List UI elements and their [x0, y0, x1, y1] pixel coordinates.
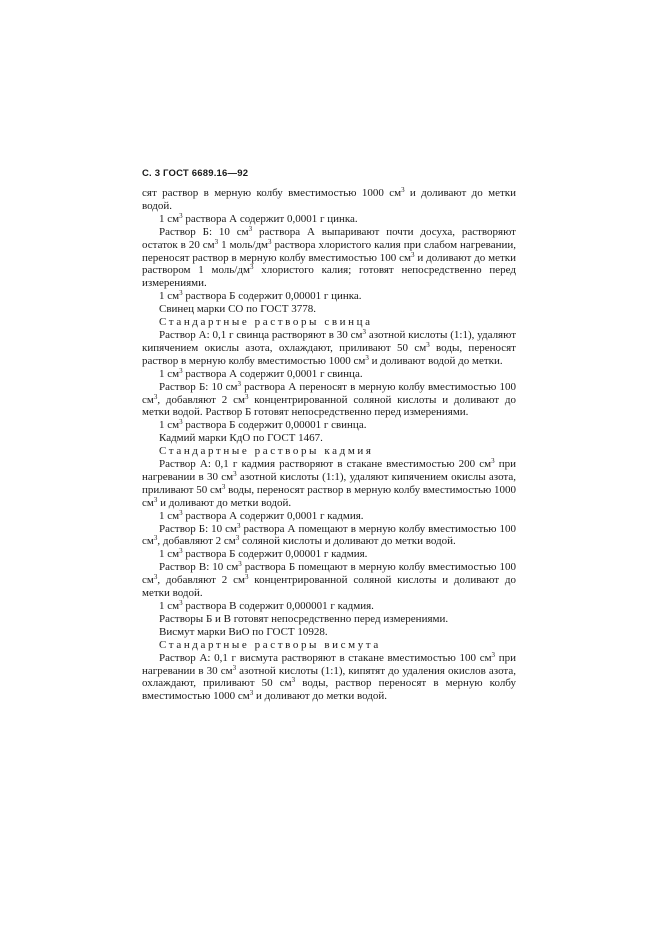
paragraph-lead-a-content: 1 $см^3$ раствора А содержит 0,0001 г свинца. [159, 366, 363, 380]
superscript-three: 3 [365, 353, 369, 362]
paragraph-cadmium-solution-a: Раствор А: 0,1 г кадмия растворяют в стакане вместимостью 200 $см^3$ при нагревании в 30 $см^3$ азотной кислоты (1:1), удаляют кипячением окислы азота, приливают 50 $см^3$ воды, переносят раствор в мерную колбу вместимостью 1000 $см^3$ и доливают до метки водой. [142, 457, 516, 509]
superscript-three: 3 [179, 289, 183, 298]
paragraph-zinc-b-content: 1 $см^3$ раствора Б содержит 0,00001 г цинка. [159, 289, 362, 303]
paragraph-zinc-a-content: 1 $см^3$ раствора А содержит 0,0001 г цинка. [159, 211, 358, 225]
superscript-three: 3 [362, 327, 366, 336]
superscript-three: 3 [426, 340, 430, 349]
heading-cadmium-standards: Стандартные растворы кадмия [159, 445, 374, 458]
superscript-three: 3 [237, 521, 241, 530]
paragraph-lead-grade: Свинец марки СО по ГОСТ 3778. [159, 303, 316, 316]
superscript-three: 3 [237, 379, 241, 388]
superscript-three: 3 [179, 599, 183, 607]
paragraph-lead-solution-b: Раствор Б: 10 $см^3$ раствора А переносят в мерную колбу вместимостью 100 $см^3$, добавляют 2 $см^3$ концентрированной соляной кислоты и доливают до метки водой. Раствор Б готовят непосредственно перед измерениями. [142, 379, 517, 419]
superscript-three: 3 [249, 689, 254, 698]
superscript-three: 3 [179, 211, 183, 220]
superscript-three: 3 [491, 650, 496, 659]
superscript-three: 3 [153, 573, 158, 582]
superscript-three: 3 [235, 534, 240, 543]
paragraph-bismuth-solution-a: Раствор А: 0,1 г висмута растворяют в стакане вместимостью 100 $см^3$ при нагревании в 30 $см^3$ азотной кислоты (1:1), кипятят до удаления окислов азота, охлаждают, приливают 50 $см^3$ воды, раствор переносят в мерную колбу вместимостью 1000 $см^3$ и доливают до метки водой. [142, 650, 516, 703]
paragraph-cadmium-prep-note: Растворы Б и В готовят непосредственно перед измерениями. [159, 612, 449, 625]
superscript-three: 3 [244, 392, 249, 401]
superscript-three: 3 [232, 663, 237, 672]
paragraph-lead-b-content: 1 $см^3$ раствора Б содержит 0,00001 г свинца. [159, 418, 367, 432]
superscript-three: 3 [401, 186, 405, 194]
paragraph-continuation: сят раствор в мерную колбу вместимостью 1000 $см^3$ и доливают до метки водой. [142, 186, 516, 212]
superscript-three: 3 [179, 418, 183, 427]
document-body [142, 187, 516, 703]
superscript-three: 3 [214, 237, 219, 246]
superscript-three: 3 [233, 469, 237, 478]
superscript-three: 3 [238, 560, 242, 569]
paragraph-bismuth-grade: Висмут марки ВиО по ГОСТ 10928. [159, 625, 328, 638]
heading-lead-standards: Стандартные растворы свинца [159, 316, 373, 329]
paragraph-cadmium-grade: Кадмий марки КдО по ГОСТ 1467. [159, 432, 323, 445]
superscript-three: 3 [411, 250, 415, 259]
page-header: С. 3 ГОСТ 6689.16—92 [142, 168, 249, 179]
superscript-three: 3 [221, 482, 226, 491]
paragraph-cadmium-b-content: 1 $см^3$ раствора Б содержит 0,00001 г кадмия. [159, 547, 368, 561]
superscript-three: 3 [179, 366, 183, 375]
superscript-three: 3 [491, 457, 495, 466]
superscript-three: 3 [153, 534, 158, 543]
heading-bismuth-standards: Стандартные растворы висмута [159, 638, 381, 651]
superscript-three: 3 [249, 263, 254, 272]
superscript-three: 3 [153, 495, 158, 504]
paragraph-lead-solution-a: Раствор А: 0,1 г свинца растворяют в 30 $см^3$ азотной кислоты (1:1), удаляют кипячением окислы азота, охлаждают, приливают 50 $см^3$ воды, переносят раствор в мерную колбу вместимостью 1000 $см^3$ и доливают водой до метки. [142, 327, 516, 367]
paragraph-cadmium-v-content: 1 $см^3$ раствора В содержит 0,000001 г кадмия. [159, 599, 374, 612]
superscript-three: 3 [268, 237, 272, 246]
paragraph-zinc-solution-b: Раствор Б: 10 $см^3$ раствора А выпаривают почти досуха, растворяют остаток в 20 $см^3$ 1 моль/$дм^3$ раствора хлористого калия при слабом нагревании, переносят раствор в мерную колбу вместимостью 100 $см^3$ и доливают до метки раствором 1 моль/$дм^3$ хлористого калия; готовят непосредственно перед измерениями. [142, 224, 517, 290]
superscript-three: 3 [153, 392, 158, 401]
paragraph-cadmium-solution-v: Раствор В: 10 $см^3$ раствора Б помещают в мерную колбу вместимостью 100 $см^3$, добавляют 2 $см^3$ концентрированной соляной кислоты и доливают до метки водой. [142, 560, 517, 600]
superscript-three: 3 [244, 573, 249, 582]
paragraph-cadmium-a-content: 1 $см^3$ раствора А содержит 0,0001 г кадмия. [159, 508, 364, 522]
superscript-three: 3 [291, 676, 296, 685]
superscript-three: 3 [179, 508, 183, 517]
superscript-three: 3 [248, 224, 253, 233]
superscript-three: 3 [179, 547, 183, 556]
paragraph-cadmium-solution-b: Раствор Б: 10 $см^3$ раствора А помещают в мерную колбу вместимостью 100 $см^3$, добавляют 2 $см^3$ соляной кислоты и доливают до метки водой. [142, 521, 516, 548]
